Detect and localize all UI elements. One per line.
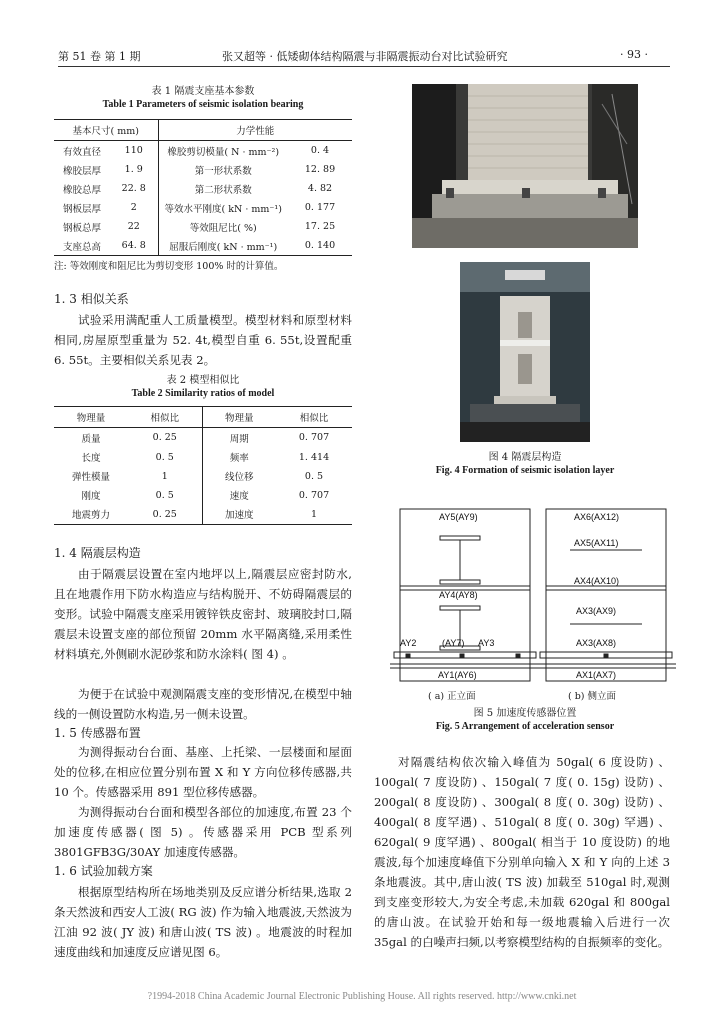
section-1-5-para1: 为测得振动台台面、基座、上托梁、一层楼面和屋面处的位移,在相应位置分别布置 X 和 Y 方向位移传感器,共 10 个。传感器采用 891 型位移传感器。 xyxy=(54,745,352,799)
table1-col-left: 基本尺寸( mm) xyxy=(54,120,158,141)
running-title: 张又超等 · 低矮砌体结构隔震与非隔震振动台对比试验研究 xyxy=(222,50,508,63)
table2: 物理量 相似比 物理量 相似比 质量 0. 25 周期 0. 707 长度 0. 5 频率 1. 414 弹性模量 1 线位移 0. 5 刚度 0. 5 速度 0. 707 地震剪力 0. 25 加速度 1 xyxy=(54,406,352,525)
fig4-caption-en: Fig. 4 Formation of seismic isolation layer xyxy=(435,465,615,476)
section-1-6-heading: 1. 6 试验加载方案 xyxy=(54,864,153,878)
table1-note: 注: 等效刚度和阻尼比为剪切变形 100% 时的计算值。 xyxy=(54,261,284,272)
table2-caption-en: Table 2 Similarity ratios of model xyxy=(131,388,275,399)
table1-col-right: 力学性能 xyxy=(158,120,352,141)
label-ay1: AY1(AY6) xyxy=(438,670,477,680)
label-ax5: AX5(AX11) xyxy=(574,538,619,548)
fig5b-side-elevation xyxy=(536,509,676,681)
header-rule xyxy=(58,66,670,67)
section-1-6-para1: 根据原型结构所在场地类别及反应谱分析结果,选取 2 条天然波和西安人工波( RG 波) 作为输入地震波,天然波为江油 92 波( JY 波) 和唐山波( TS 波) 。地震波的时程加速度曲线和加速度反应谱见图 6。 xyxy=(54,885,352,959)
section-1-3-para: 试验采用满配重人工质量模型。模型材料和原型材料相同,房屋原型重量为 52. 4t,模型自重 6. 55t,设置配重 6. 55t。主要相似关系见表 2。 xyxy=(54,313,352,367)
label-ax1: AX1(AX7) xyxy=(576,670,617,680)
section-1-4-para1: 由于隔震层设置在室内地坪以上,隔震层应密封防水,且在地震作用下防水构造应与结构脱开、不妨碍隔震层的变形。试验中隔震支座采用镀锌铁皮密封、玻璃胶封口,隔震层未设置支座的部位预留 20mm 水平隔离缝,采用柔性材料填充,外侧刷水泥砂浆和防水涂料( 图 4) 。 xyxy=(54,567,352,661)
journal-volume: 第 51 卷 第 1 期 xyxy=(58,50,141,63)
label-ay3: AY3 xyxy=(478,638,495,648)
table-row: 橡胶总厚 22. 8 第二形状系数 4. 82 xyxy=(54,179,352,198)
copyright-footer: ?1994-2018 China Academic Journal Electronic Publishing House. All rights reserved. http://www.cnki.net xyxy=(147,991,577,1002)
section-1-3-heading: 1. 3 相似关系 xyxy=(54,292,129,306)
table1-caption-en: Table 1 Parameters of seismic isolation bearing xyxy=(102,99,304,110)
table1 xyxy=(54,119,352,256)
fig4-caption-cn: 图 4 隔震层构造 xyxy=(488,452,562,463)
table-row: 地震剪力 0. 25 加速度 1 xyxy=(54,505,352,525)
page-number: · 93 · xyxy=(620,48,648,61)
table2-caption-cn: 表 2 模型相似比 xyxy=(166,375,240,386)
label-ay2: AY2 xyxy=(400,638,417,648)
section-1-5-heading: 1. 5 传感器布置 xyxy=(54,726,141,740)
label-ay4: AY4(AY8) xyxy=(439,590,478,600)
table-row: 质量 0. 25 周期 0. 707 xyxy=(54,428,352,448)
table-row: 长度 0. 5 频率 1. 414 xyxy=(54,448,352,467)
section-1-4-para2: 为便于在试验中观测隔震支座的变形情况,在模型中轴线的一侧设置防水构造,另一侧未设置。 xyxy=(54,687,352,721)
table-row: 刚度 0. 5 速度 0. 707 xyxy=(54,486,352,505)
section-1-5-para2: 为测得振动台台面和模型各部位的加速度,布置 23 个加速度传感器( 图 5) 。传感器采用 PCB 型系列 3801GFB3G/30AY 加速度传感器。 xyxy=(54,805,352,859)
table-row: 有效直径 110 橡胶剪切模量( N · mm⁻²) 0. 4 xyxy=(54,141,352,161)
label-ax4: AX4(AX10) xyxy=(574,576,620,586)
loading-scheme-para: 对隔震结构依次输入峰值为 50gal( 6 度设防) 、100gal( 7 度设防) 、150gal( 7 度( 0. 15g) 设防) 、200gal( 8 度设防) 、300gal( 8 度( 0. 30g) 设防) 、400gal( 8 度罕遇) 、510gal( 8 度( 0. 30g) 罕遇) 、620gal( 9 度罕遇) 、800gal( 相当于 10 度设防) 的地震波,每个加速度峰值下分别单向输入 X 和 Y 向的上述 3 条地震波。其中,唐山波( TS 波) 加载至 510gal 时,观测到支座变形较大,为安全考虑,未加载 620gal 和 800gal 的唐山波。在试验开始和每一级地震输入后进行一次 35gal 的白噪声扫频,以考察模型结构的自振频率的变化。 xyxy=(374,755,670,949)
table-row: 钢板总厚 22 等效阻尼比( %) 17. 25 xyxy=(54,217,352,236)
fig5-caption-en: Fig. 5 Arrangement of acceleration sensor xyxy=(435,721,615,732)
label-ay5: AY5(AY9) xyxy=(439,512,478,522)
label-ax3-lower: AX3(AX8) xyxy=(576,638,617,648)
table1-caption-cn: 表 1 隔震支座基本参数 xyxy=(151,86,255,97)
table-row: 橡胶层厚 1. 9 第一形状系数 12. 89 xyxy=(54,160,352,179)
section-1-4-heading: 1. 4 隔震层构造 xyxy=(54,546,141,560)
label-ax6: AX6(AX12) xyxy=(574,512,620,522)
table-row: 支座总高 64. 8 屈服后刚度( kN · mm⁻¹) 0. 140 xyxy=(54,236,352,256)
label-ay7: (AY7) xyxy=(442,638,465,648)
fig4-photo-isolation-layer xyxy=(412,84,638,248)
label-ax3-upper: AX3(AX9) xyxy=(576,606,617,616)
fig5-diagrams xyxy=(390,506,680,714)
fig4-photo-model-on-table xyxy=(460,262,590,442)
fig5-sub-a: ( a) 正立面 xyxy=(428,691,476,702)
table-row: 钢板层厚 2 等效水平刚度( kN · mm⁻¹) 0. 177 xyxy=(54,198,352,217)
fig5-caption-cn: 图 5 加速度传感器位置 xyxy=(473,708,577,719)
fig5-sub-b: ( b) 侧立面 xyxy=(568,691,617,702)
table-row: 弹性模量 1 线位移 0. 5 xyxy=(54,467,352,486)
